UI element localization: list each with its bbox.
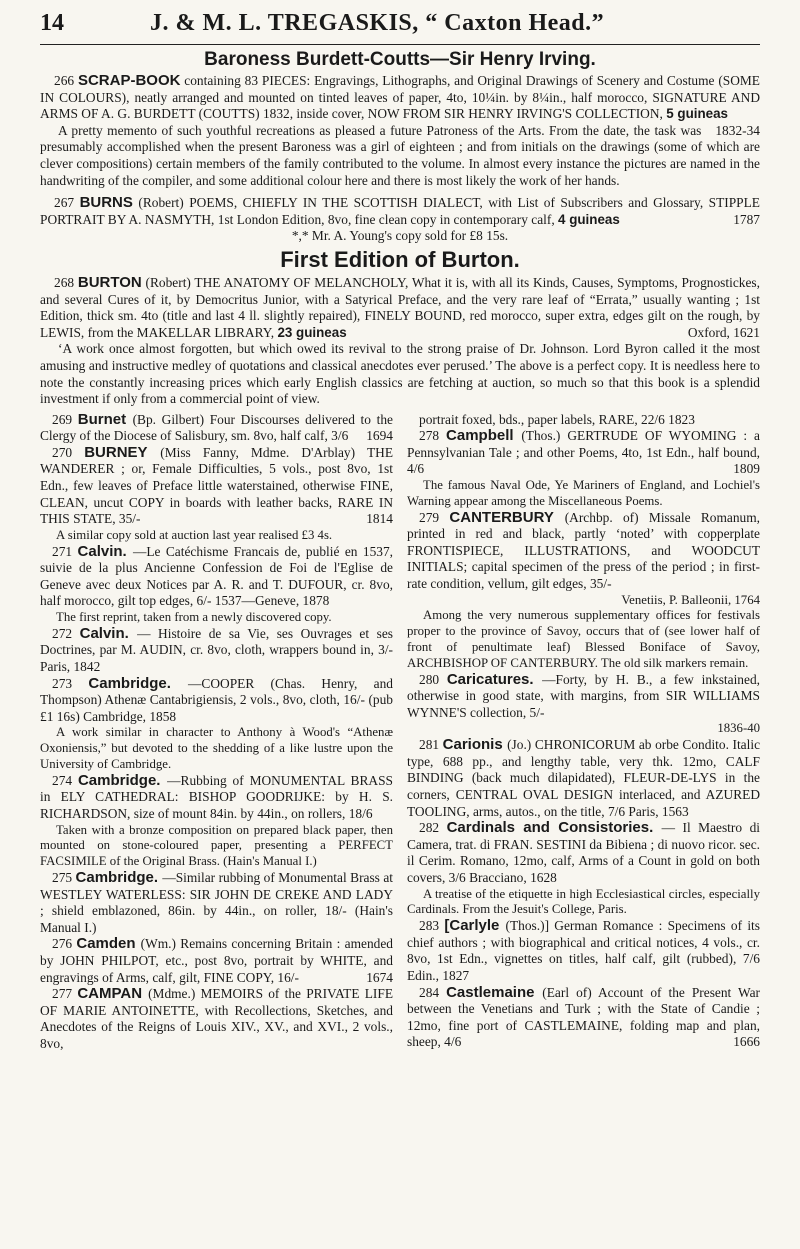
- entry-body: The first reprint, taken from a newly discovered copy.: [56, 610, 332, 625]
- entry-body: A work similar in character to Anthony à Wood's “Athenæ Oxoniensis,” but devoted to the shedding of a like lustre upon the University of Cambridge.: [40, 725, 393, 771]
- entry-279: [407, 510, 760, 593]
- entry-number: 277: [52, 986, 78, 1002]
- entry-number: 278: [419, 428, 447, 444]
- entry-note: [40, 528, 393, 544]
- entry-year: 1674: [366, 969, 393, 985]
- entry-title: Cardinals and Consistories.: [446, 819, 662, 837]
- entry-body: (Thos.) GERTRUDE OF WYOMING : a Pennsylvanian Tale ; and other Poems, 4to, 1st Edn., half bound, 4/6: [407, 428, 760, 477]
- entry-body: The famous Naval Ode, Ye Mariners of England, and Lochiel's Warning appear among the Miscellaneous Poems.: [407, 478, 760, 508]
- entry-284: [407, 985, 760, 1051]
- entry-body: — Il Maestro di Camera, trat. di FRAN. SESTINI da Bibiena ; di nuovo ricor. sec. il Cerim. Romano, 12mo, calf, Arms of a Count in gold on both covers, 3/6 Bracciano, 1628: [407, 820, 760, 885]
- entry-body: (Mdme.) MEMOIRS of the PRIVATE LIFE OF MARIE ANTOINETTE, with Recollections, Sketches, and Anecdotes of the Reigns of Louis XIV., XV., and XVI., 2 vols., 8vo,: [40, 986, 394, 1051]
- header-rule: [40, 44, 760, 45]
- entry-number: 270: [52, 444, 85, 460]
- entry-year: 1694: [366, 428, 393, 444]
- entry-272: [40, 626, 393, 676]
- entry-268-note: ‘A work once almost forgotten, but which owed its revival to the strong praise of Dr. Johnson. Lord Byron called it the most amusing and instructive medley of quotations and classical anecdotes ever perused.’ The above is a perfect copy. It is needless here to note the constantly increasing prices which early English classics are fetching at auction, so much so that this book is a splendid investment if only from a commercial point of view.: [40, 341, 760, 407]
- entry-281: [407, 737, 760, 820]
- entry-title: [Carlyle: [444, 917, 506, 935]
- full-width-entries: [40, 73, 760, 408]
- entry-267-note: *,* Mr. A. Young's copy sold for £8 15s.: [291, 228, 509, 244]
- entry-body: (Jo.) CHRONICORUM ab orbe Condito. Italic type, 688 pp., and lengthy table, very thk. 12mo, CALF BINDING (back much dilapidated), FLEUR-DE-LYS in the corners, CENTRAL OVAL DESIGN interlaced, and AZURED TOOLING, arms, autos., on the title, 7/6 Paris, 1563: [407, 737, 761, 819]
- entry-body: (Archbp. of) Missale Romanum, printed in red and black, partly ‘noted’ with copperplate FRONTISPIECE, ILLUSTRATIONS, and WOODCUT INITIALS; capital specimen of the press of the period ; in first-rate condition, vellum, gilt edges, 35/-: [407, 509, 761, 592]
- entry-body: (Thos.)] German Romance : Specimens of its chief authors ; with biographical and critical notices, 4 vols., cr. 8vo, 1st Edn., vignettes on titles, half calf, gilt (rubbed), 7/6 Edin., 1827: [407, 918, 760, 983]
- entry-body: —Forty, by H. B., a few inkstained, otherwise in good state, with margins, from SIR WILLIAMS WYNNE'S collection, 5/-: [407, 671, 760, 720]
- entry-title: Camden: [76, 935, 141, 953]
- entry-title: Castlemaine: [446, 983, 543, 1001]
- entry-276: [40, 936, 393, 986]
- entry-body: portrait foxed, bds., paper labels, RARE, 22/6 1823: [419, 411, 695, 427]
- entry-year: 1666: [733, 1034, 760, 1050]
- entry-body: (Miss Fanny, Mdme. D'Arblay) THE WANDERER ; or, Female Difficulties, 5 vols., post 8vo, 1st Edn., few leaves of Preface little waterstained, otherwise FINE, CLEAN, uncut COPY in boards with leather backs, RARE IN THIS STATE, 35/-: [40, 444, 393, 527]
- entry-277: [40, 986, 393, 1052]
- entry-title: CAMPAN: [77, 985, 149, 1003]
- entry-note: [407, 478, 760, 510]
- entry-number: 276: [52, 936, 77, 952]
- entry-note: [40, 725, 393, 772]
- entry-title: BURNEY: [84, 443, 161, 461]
- entry-271: [40, 544, 393, 610]
- entry-imprint: [407, 721, 760, 737]
- entry-body: —Le Catéchisme Francais de, publié en 1537, suivie de la plus Ancienne Confession de Foi de l'Eglise de Geneve avec deux Notices par A. R. and T. DUFOUR, cr. 8vo, half morocco, gilt top edges, 6/- 1537—Geneve, 1878: [40, 543, 394, 609]
- entry-283: [407, 918, 760, 984]
- entry-275: [40, 870, 393, 936]
- entry-body: A similar copy sold at auction last year realised £3 4s.: [56, 527, 333, 542]
- entry-number: 279: [419, 509, 450, 525]
- entry-body: (Bp. Gilbert) Four Discourses delivered to the Clergy of the Diocese of Salisbury, sm. 8vo, half calf, 3/6: [40, 411, 393, 444]
- entry-title: Carionis: [442, 736, 508, 754]
- entry-imprint: [407, 593, 760, 609]
- entry-266: 266 SCRAP-BOOK containing 83 PIECES: Engravings, Lithographs, and Original Drawings of Scenery and Costume (SOME IN COLOURS), neatly arranged and mounted on tinted leaves of paper, 4to, 10¼in. by 8¼in., half morocco, SIGNATURE AND ARMS OF A. G. BURDETT (COUTTS) 1832, inside cover, NOW FROM SIR HENRY IRVING'S COLLECTION, 5 guineas 1832-34: [40, 72, 760, 138]
- entry-268: 268 BURTON (Robert) THE ANATOMY OF MELANCHOLY, What it is, with all its Kinds, Causes, Symptoms, Prognostickes, and several Cures of it, by Democritus Junior, with a Satyrical Preface, and the very rare leaf of “Errata,” usually wanting ; 1st Edition, thick sm. 4to (title and last 4 ll. slightly repaired), FINELY BOUND, red morocco, super extra, edges gilt on the rough, by LEWIS, from the MAKELLAR LIBRARY, 23 guineas Oxford, 1621: [40, 273, 760, 340]
- entry-body: — Histoire de sa Vie, ses Ouvrages et ses Doctrines, par M. AUDIN, cr. 8vo, cloth, wrappers bound in, 3/- Paris, 1842: [40, 625, 393, 674]
- entry-269: [40, 412, 393, 445]
- page-number: 14: [40, 10, 64, 36]
- entry-note: [407, 887, 760, 919]
- entry-number: 284: [419, 984, 447, 1000]
- entry-note: [40, 823, 393, 870]
- entry-274: [40, 773, 393, 823]
- entry-title: Caricatures.: [446, 670, 543, 688]
- entry-body: Venetiis, P. Balleonii, 1764: [621, 592, 760, 607]
- entry-282: [407, 820, 760, 886]
- entry-continuation: [407, 412, 760, 429]
- entry-number: 272: [52, 625, 80, 641]
- entry-number: 282: [419, 820, 447, 836]
- two-column-listing: [40, 412, 760, 1053]
- entry-270: [40, 445, 393, 528]
- entry-body: —Similar rubbing of Monumental Brass at WESTLEY WATERLESS: SIR JOHN DE CREKE AND LADY ; shield emblazoned, 86in. by 44in., on roller, 18/- (Hain's Manual I.): [40, 869, 393, 935]
- left-column: [40, 412, 393, 1053]
- entry-body: (Earl of) Account of the Present War between the Venetians and Turk ; with the State of Candie ; 12mo, fine port of CASTLEMAINE, folding map and plan, sheep, 4/6: [407, 984, 760, 1050]
- entry-number: 269: [52, 411, 78, 427]
- entry-body: Taken with a bronze composition on prepared black paper, then mounted on stone-coloured paper, presenting a PERFECT FACSIMILE of the Original Brass. (Hain's Manual I.): [40, 822, 393, 869]
- entry-body: (Wm.) Remains concerning Britain : amended by JOHN PHILPOT, etc., post 8vo, portrait by WHITE, and engravings of Arms, calf, gilt, FINE COPY, 16/-: [40, 936, 393, 985]
- entry-note: [40, 610, 393, 626]
- entry-number: 271: [52, 543, 78, 559]
- entry-title: Calvin.: [79, 624, 138, 642]
- section-heading-burdett: Baroness Burdett-Coutts—Sir Henry Irving.: [204, 49, 596, 70]
- page-header: [40, 10, 760, 42]
- entry-year: 1814: [366, 511, 393, 527]
- entry-title: Cambridge.: [88, 674, 189, 692]
- entry-body: Among the very numerous supplementary offices for festivals proper to the province of Savoy, occurs that of (see lower half of front of penultimate leaf) Blessed Boniface of Savoy, ARCHBISHOP OF CANTERBURY. The old silk markers remain.: [407, 608, 760, 670]
- entry-267: 267 BURNS (Robert) POEMS, CHIEFLY IN THE SCOTTISH DIALECT, with List of Subscribers and Glossary, STIPPLE PORTRAIT BY A. NASMYTH, 1st London Edition, 8vo, fine clean copy in contemporary calf, 4 guineas 1787: [40, 194, 760, 227]
- entry-title: Campbell: [446, 427, 522, 445]
- section-heading-burton: First Edition of Burton.: [280, 246, 520, 272]
- entry-body: —COOPER (Chas. Henry, and Thompson) Athenæ Cantabrigiensis, 2 vols., 8vo, cloth, 16/- (pub £1 16s) Cambridge, 1858: [40, 675, 393, 724]
- entry-273: [40, 676, 393, 726]
- entry-278: [407, 428, 760, 478]
- entry-body: A treatise of the etiquette in high Ecclesiastical circles, especially Cardinals. From the Jesuit's College, Paris.: [407, 886, 760, 917]
- entry-number: 275: [52, 869, 76, 885]
- entry-title: Burnet: [77, 410, 133, 428]
- entry-body: —Rubbing of MONUMENTAL BRASS in ELY CATHEDRAL: BISHOP GOODRIJKE: by H. S. RICHARDSON, size of mount 84in. by 44in., on rollers, 18/6: [40, 772, 393, 821]
- right-column: [407, 412, 760, 1053]
- entry-number: 281: [419, 737, 443, 753]
- entry-note: [407, 608, 760, 671]
- entry-year: 1809: [733, 461, 760, 477]
- entry-280: [407, 672, 760, 722]
- entry-266-note: A pretty memento of such youthful recreations as pleased a future Patroness of the Arts. From the date, the task was presumably accomplished when the present Baroness was a girl of eighteen ; and from initials on the drawings (some of which are clever compositions) certain members of the family contributed to the volume. In almost every instance the pictures are named in the handwriting of the compiler, and some additional colour here and there is most likely the work of her hands.: [40, 122, 760, 188]
- entry-title: Cambridge.: [75, 868, 163, 886]
- entry-title: CANTERBURY: [449, 508, 565, 526]
- entry-number: 273: [52, 675, 89, 691]
- entry-number: 280: [419, 671, 447, 687]
- entry-number: 274: [52, 772, 78, 788]
- entry-title: Cambridge.: [77, 771, 168, 789]
- entry-body: 1836-40: [717, 721, 760, 736]
- running-head: J. & M. L. TREGASKIS, “ Caxton Head.”: [150, 10, 605, 36]
- entry-number: 283: [419, 918, 445, 934]
- entry-title: Calvin.: [77, 542, 133, 560]
